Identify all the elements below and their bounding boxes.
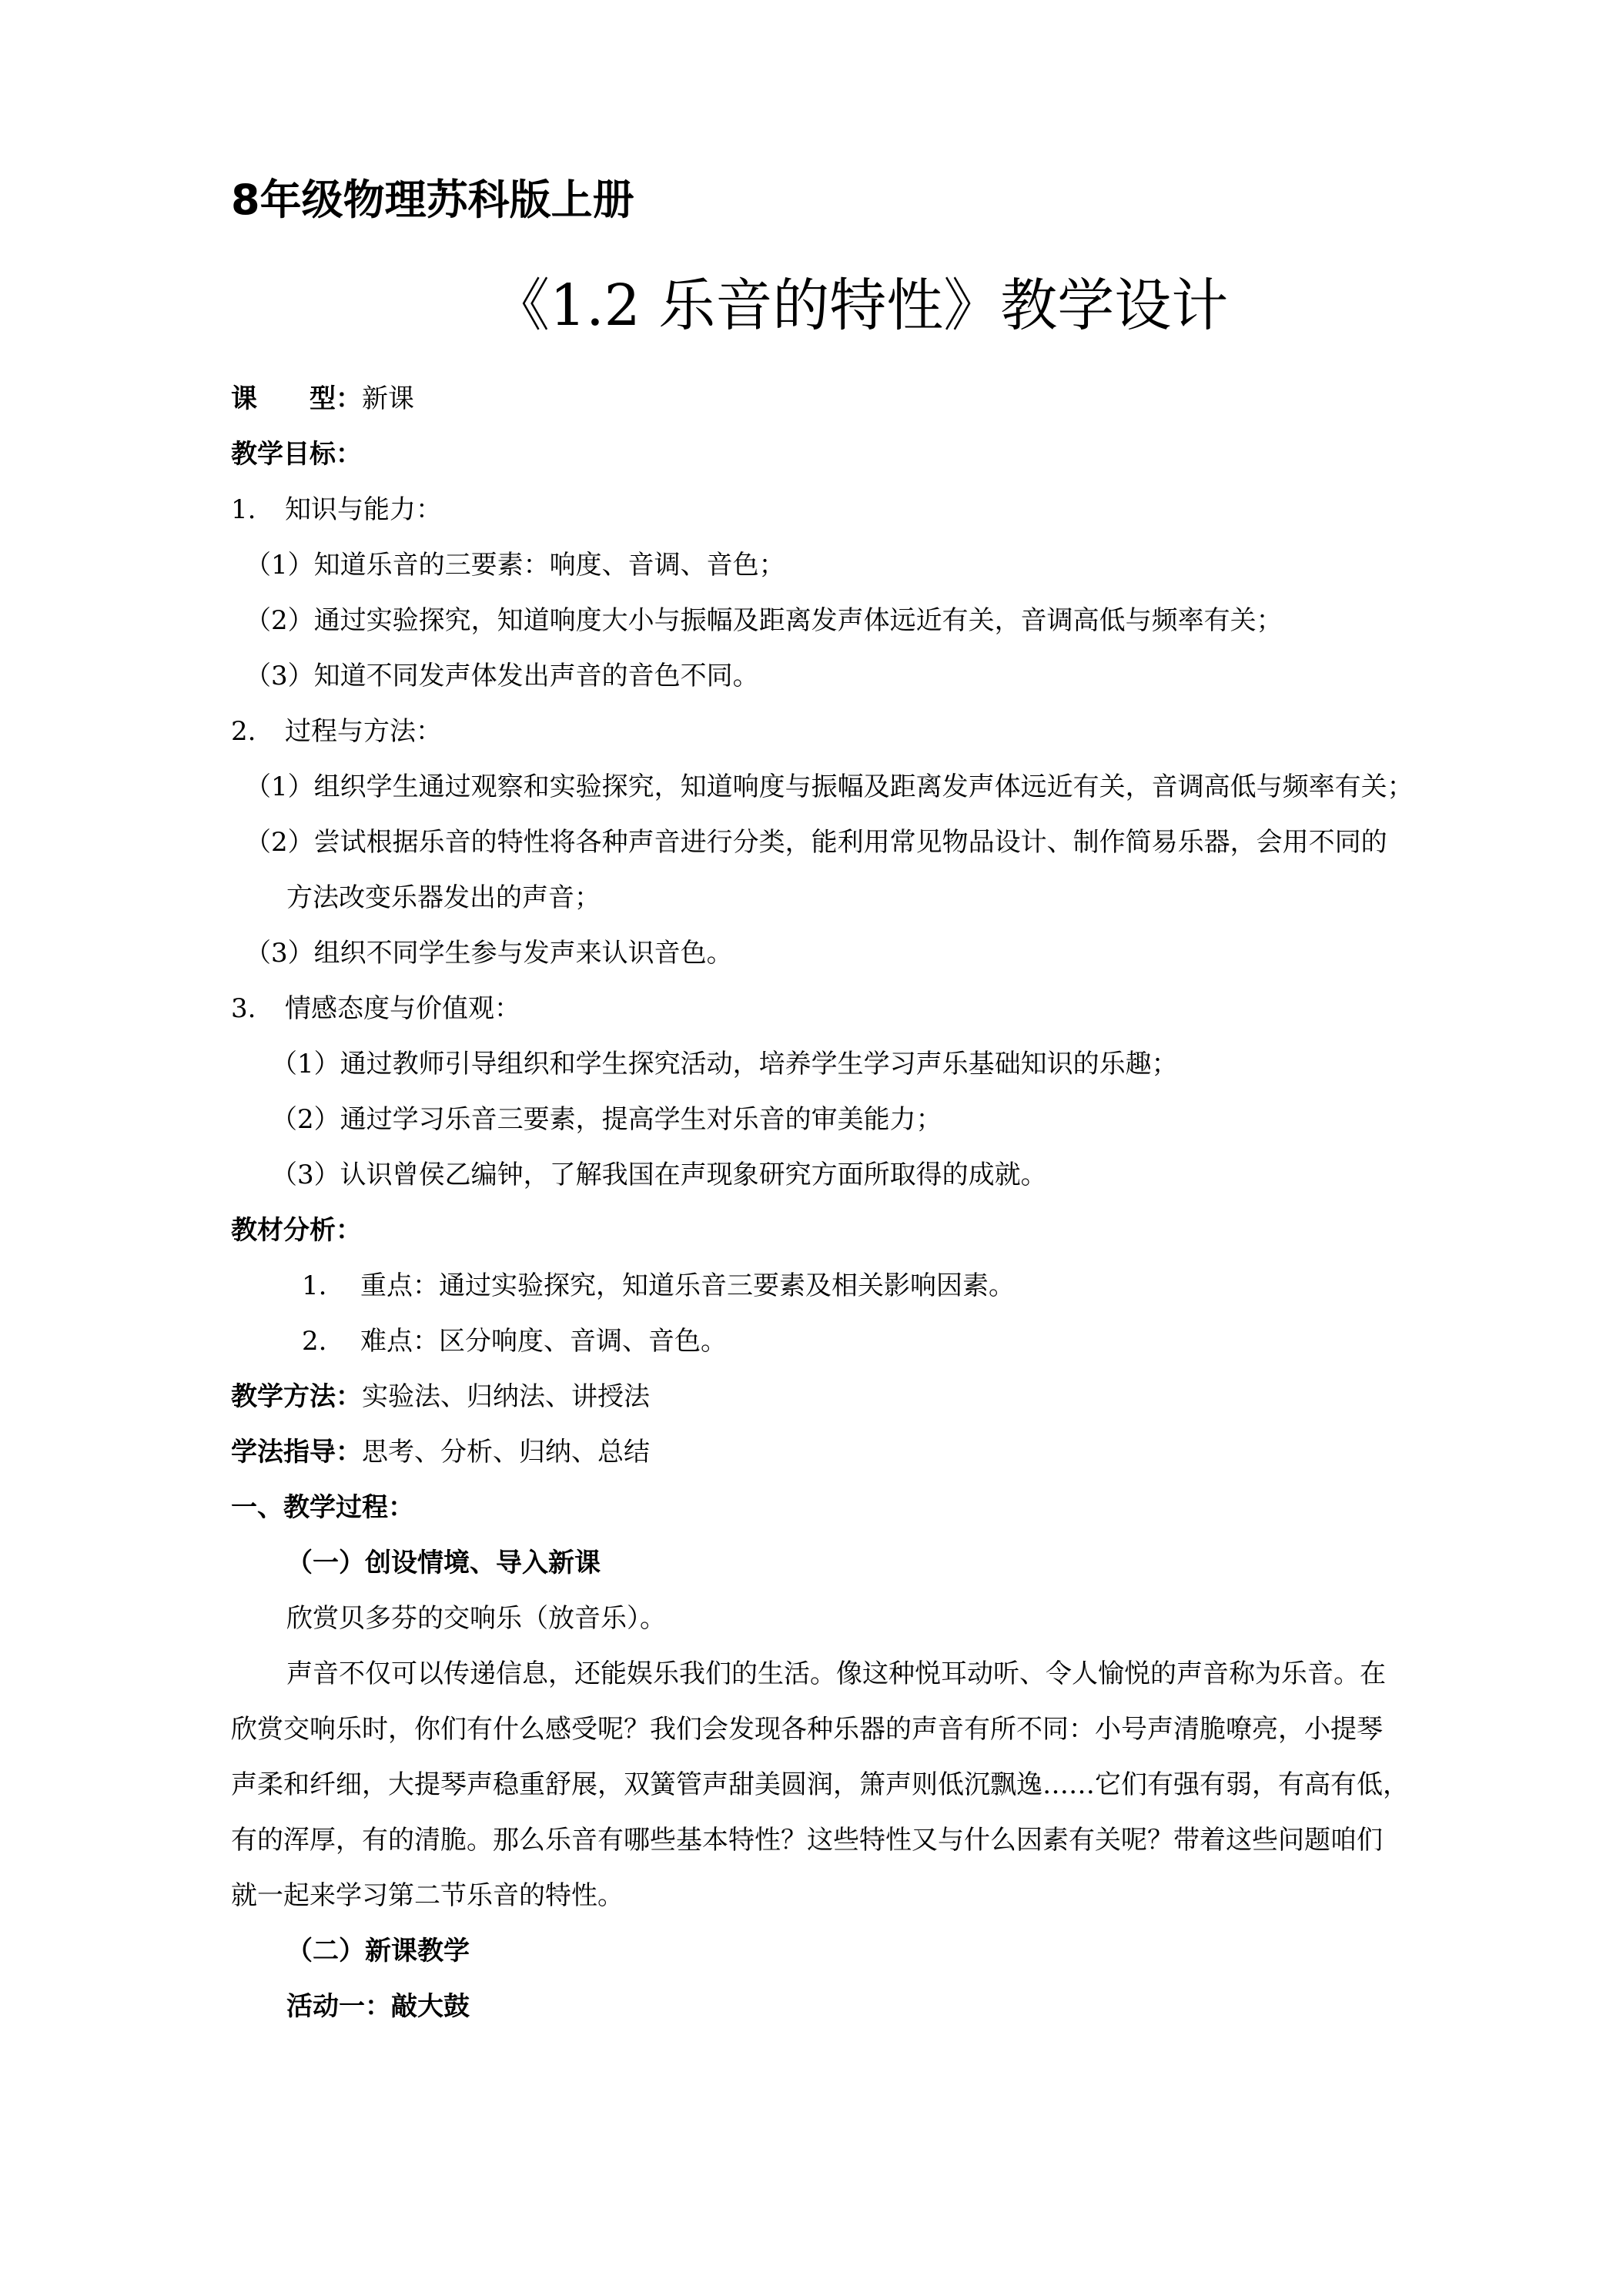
process-item: （1）组织学生通过观察和实验探究，知道响度与振幅及距离发声体远近有关，音调高低与频率有关； xyxy=(245,771,1414,802)
teaching-method-value: 实验法、归纳法、讲授法 xyxy=(362,1381,650,1412)
process-item: （3）组织不同学生参与发声来认识音色。 xyxy=(245,938,733,969)
list-title: 过程与方法： xyxy=(285,716,442,747)
grade-heading: 8年级物理苏科版上册 xyxy=(231,176,634,224)
objective-process-title xyxy=(231,715,442,748)
teaching-method-label: 教学方法： xyxy=(231,1381,362,1412)
section-heading: （一）创设情境、导入新课 xyxy=(286,1548,601,1578)
paragraph-line: 有的浑厚，有的清脆。那么乐音有哪些基本特性？这些特性又与什么因素有关呢？带着这些问题咱们 xyxy=(231,1825,1383,1856)
paragraph-line: 声音不仅可以传递信息，还能娱乐我们的生活。像这种悦耳动听、令人愉悦的声音称为乐音。在 xyxy=(286,1658,1386,1689)
list-number: 2. xyxy=(231,716,256,747)
analysis-text: 难点：区分响度、音调、音色。 xyxy=(360,1326,727,1357)
list-number: 1. xyxy=(231,494,256,525)
course-type-line xyxy=(231,382,414,416)
knowledge-item: （1）知道乐音的三要素：响度、音调、音色； xyxy=(245,550,785,581)
activity-heading: 活动一：敲大鼓 xyxy=(286,1991,470,2022)
list-title: 知识与能力： xyxy=(285,494,442,525)
emotion-item: （1）通过教师引导组织和学生探究活动，培养学生学习声乐基础知识的乐趣； xyxy=(271,1049,1178,1079)
study-guide-value: 思考、分析、归纳、总结 xyxy=(362,1437,650,1468)
document-title: 《1.2 乐音的特性》教学设计 xyxy=(493,273,1229,339)
teaching-process-heading: 一、教学过程： xyxy=(231,1492,414,1523)
course-type-label: 课 型： xyxy=(231,383,362,414)
course-type-value: 新课 xyxy=(362,383,414,414)
analysis-text: 重点：通过实验探究，知道乐音三要素及相关影响因素。 xyxy=(360,1270,1015,1301)
objective-emotion-title xyxy=(231,992,520,1026)
study-guide-line xyxy=(231,1435,650,1469)
knowledge-item: （2）通过实验探究，知道响度大小与振幅及距离发声体远近有关，音调高低与频率有关； xyxy=(245,605,1283,636)
study-guide-label: 学法指导： xyxy=(231,1437,362,1468)
paragraph-line: 就一起来学习第二节乐音的特性。 xyxy=(231,1880,624,1911)
analysis-heading: 教材分析： xyxy=(231,1215,362,1246)
knowledge-item: （3）知道不同发声体发出声音的音色不同。 xyxy=(245,661,759,691)
objectives-heading: 教学目标： xyxy=(231,439,362,470)
process-item-continued: 方法改变乐器发出的声音； xyxy=(286,882,601,913)
analysis-item-key xyxy=(302,1269,1015,1303)
emotion-item: （2）通过学习乐音三要素，提高学生对乐音的审美能力； xyxy=(271,1104,942,1135)
teaching-method-line xyxy=(231,1380,650,1414)
process-item: （2）尝试根据乐音的特性将各种声音进行分类，能利用常见物品设计、制作简易乐器，会用不同的 xyxy=(245,827,1387,858)
list-number: 1. xyxy=(302,1270,327,1301)
paragraph-line: 欣赏交响乐时，你们有什么感受呢？我们会发现各种乐器的声音有所不同：小号声清脆嘹亮，小提琴 xyxy=(231,1714,1383,1745)
objective-knowledge-title xyxy=(231,493,442,527)
list-number: 3. xyxy=(231,993,256,1024)
analysis-item-difficulty xyxy=(302,1324,727,1358)
section-heading: （二）新课教学 xyxy=(286,1936,470,1966)
paragraph-line: 声柔和纤细，大提琴声稳重舒展，双簧管声甜美圆润，箫声则低沉飘逸……它们有强有弱，有高有低， xyxy=(231,1769,1409,1800)
intro-line: 欣赏贝多芬的交响乐（放音乐）。 xyxy=(286,1603,666,1634)
list-number: 2. xyxy=(302,1326,327,1357)
emotion-item: （3）认识曾侯乙编钟，了解我国在声现象研究方面所取得的成就。 xyxy=(271,1160,1047,1190)
list-title: 情感态度与价值观： xyxy=(285,993,520,1024)
